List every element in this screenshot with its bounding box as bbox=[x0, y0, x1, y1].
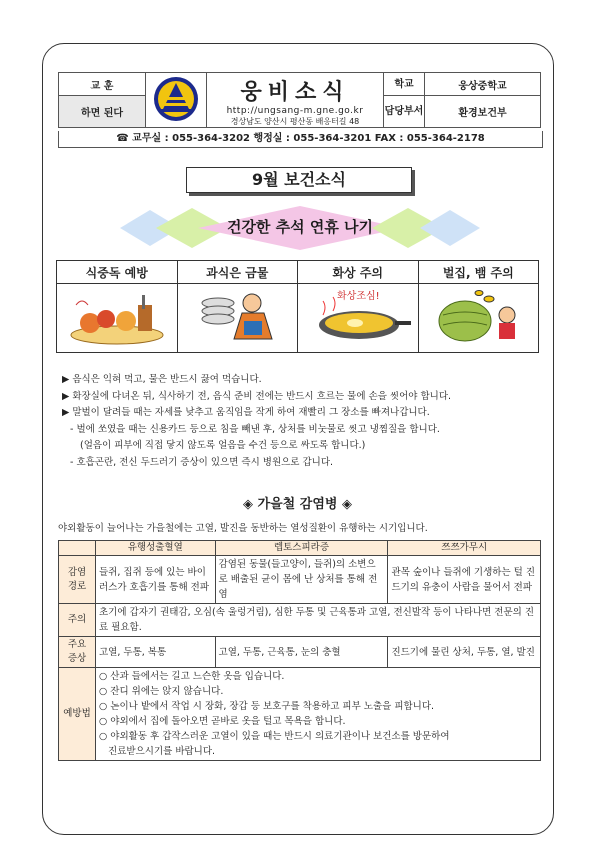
column-header: 쯔쯔가무시 bbox=[388, 541, 541, 556]
prevention-item: ○ 야외활동 후 갑작스러운 고열이 있을 때는 반드시 의료기관이나 보건소를 방문하여 bbox=[99, 731, 450, 742]
burn-caption: 화상조심! bbox=[336, 291, 380, 302]
table-cell: 고열, 두통, 복통 bbox=[96, 637, 216, 668]
dept-label: 담당부서 bbox=[384, 96, 425, 128]
row-header-caution: 주의 bbox=[59, 604, 96, 637]
prevention-item: ○ 산과 들에서는 길고 느슨한 옷을 입습니다. bbox=[99, 671, 285, 682]
school-emblem-icon bbox=[152, 75, 200, 123]
row-header-route: 감염 경로 bbox=[59, 556, 96, 604]
title-block bbox=[207, 73, 384, 128]
food-illustration bbox=[57, 284, 178, 353]
disease-table bbox=[58, 540, 541, 761]
banner-title: 건강한 추석 연휴 나기 bbox=[226, 218, 374, 236]
bee-illustration bbox=[418, 284, 539, 353]
topic-overeating: 과식은 금물 bbox=[177, 261, 298, 284]
topic-bee-snake: 벌집, 뱀 주의 bbox=[418, 261, 539, 284]
prevention-item: ○ 야외에서 집에 돌아오면 곧바로 옷을 털고 목욕을 합니다. bbox=[99, 716, 346, 727]
school-url[interactable]: http://ungsang-m.gne.go.kr bbox=[226, 106, 364, 116]
table-cell: 고열, 두통, 근육통, 눈의 충혈 bbox=[215, 637, 388, 668]
table-cell: 감염된 동물(들고양이, 들쥐)의 소변으로 배출된 균이 몸에 난 상처를 통해 전염 bbox=[215, 556, 388, 604]
news-title: 9월 보건소식 bbox=[186, 167, 412, 193]
column-header: 유행성출혈열 bbox=[96, 541, 216, 556]
school-value: 웅상중학교 bbox=[425, 73, 541, 96]
table-cell: 진드기에 물린 상처, 두통, 열, 발진 bbox=[388, 637, 541, 668]
prevention-item: ○ 논이나 밭에서 작업 시 장화, 장갑 등 보호구를 착용하고 피부 노출을 피합니다. bbox=[99, 701, 435, 712]
prevention-item: 진료받으시기를 바랍니다. bbox=[99, 746, 216, 757]
tip-subitem: (얼음이 피부에 직접 닿지 않도록 얼음을 수건 등으로 싸도록 합니다.) bbox=[80, 440, 366, 451]
tip-subitem: - 벌에 쏘였을 때는 신용카드 등으로 침을 빼낸 후, 상처를 비눗물로 씻고 냉찜질을 합니다. bbox=[70, 423, 440, 435]
tip-item: ▶ 말벌이 달려들 때는 자세를 낮추고 움직임을 작게 하여 재빨리 그 장소를 빠져나갑니다. bbox=[62, 407, 430, 418]
row-header-symptoms: 주요 증상 bbox=[59, 637, 96, 668]
topic-burn: 화상 주의 bbox=[298, 261, 419, 284]
school-name: 웅비소식 bbox=[240, 80, 350, 105]
table-corner bbox=[59, 541, 96, 556]
table-cell: 관목 숲이나 들쥐에 기생하는 털 진드기의 유충이 사람을 물어서 전파 bbox=[388, 556, 541, 604]
motto-label: 교 훈 bbox=[59, 73, 146, 96]
section-intro: 야외활동이 늘어나는 가을철에는 고열, 발진을 동반하는 열성질환이 유행하는 시기입니다. bbox=[58, 523, 428, 534]
school-logo bbox=[146, 73, 207, 128]
newsletter-header bbox=[58, 72, 541, 128]
tip-item: ▶ 화장실에 다녀온 뒤, 식사하기 전, 음식 준비 전에는 반드시 흐르는 물에 손을 씻어야 합니다. bbox=[62, 390, 452, 402]
tip-item: ▶ 음식은 익혀 먹고, 물은 반드시 끓여 먹습니다. bbox=[62, 374, 262, 385]
table-cell: 들쥐, 집쥐 등에 있는 바이러스가 호흡기를 통해 전파 bbox=[96, 556, 216, 604]
prevention-item: ○ 잔디 위에는 앉지 않습니다. bbox=[99, 686, 224, 697]
school-label: 학교 bbox=[384, 73, 425, 96]
tip-subitem: - 호흡곤란, 전신 두드러기 증상이 있으면 즉시 병원으로 갑니다. bbox=[70, 456, 334, 468]
motto-value: 하면 된다 bbox=[59, 96, 146, 128]
school-address: 경상남도 양산시 평산동 배응터길 48 bbox=[230, 117, 360, 126]
overeating-illustration bbox=[177, 284, 298, 353]
burn-illustration bbox=[298, 284, 419, 353]
row-header-prevention: 예방법 bbox=[59, 668, 96, 761]
column-header: 렙토스피라증 bbox=[215, 541, 388, 556]
prevention-list bbox=[96, 668, 541, 761]
section-title: ◈ 가을철 감염병 ◈ bbox=[243, 497, 352, 512]
table-cell: 초기에 갑자기 권태감, 오심(속 울렁거림), 심한 두통 및 근육통과 고열, 전신발작 등이 나타나면 전문의 진료 필요함. bbox=[96, 604, 541, 637]
dept-value: 환경보건부 bbox=[425, 96, 541, 128]
topic-food-poisoning: 식중독 예방 bbox=[57, 261, 178, 284]
phone-numbers: ☎ 교무실 : 055-364-3202 행정실 : 055-364-3201 FAX : 055-364-2178 bbox=[58, 131, 543, 148]
holiday-topics bbox=[56, 260, 539, 353]
holiday-tips bbox=[62, 372, 542, 471]
